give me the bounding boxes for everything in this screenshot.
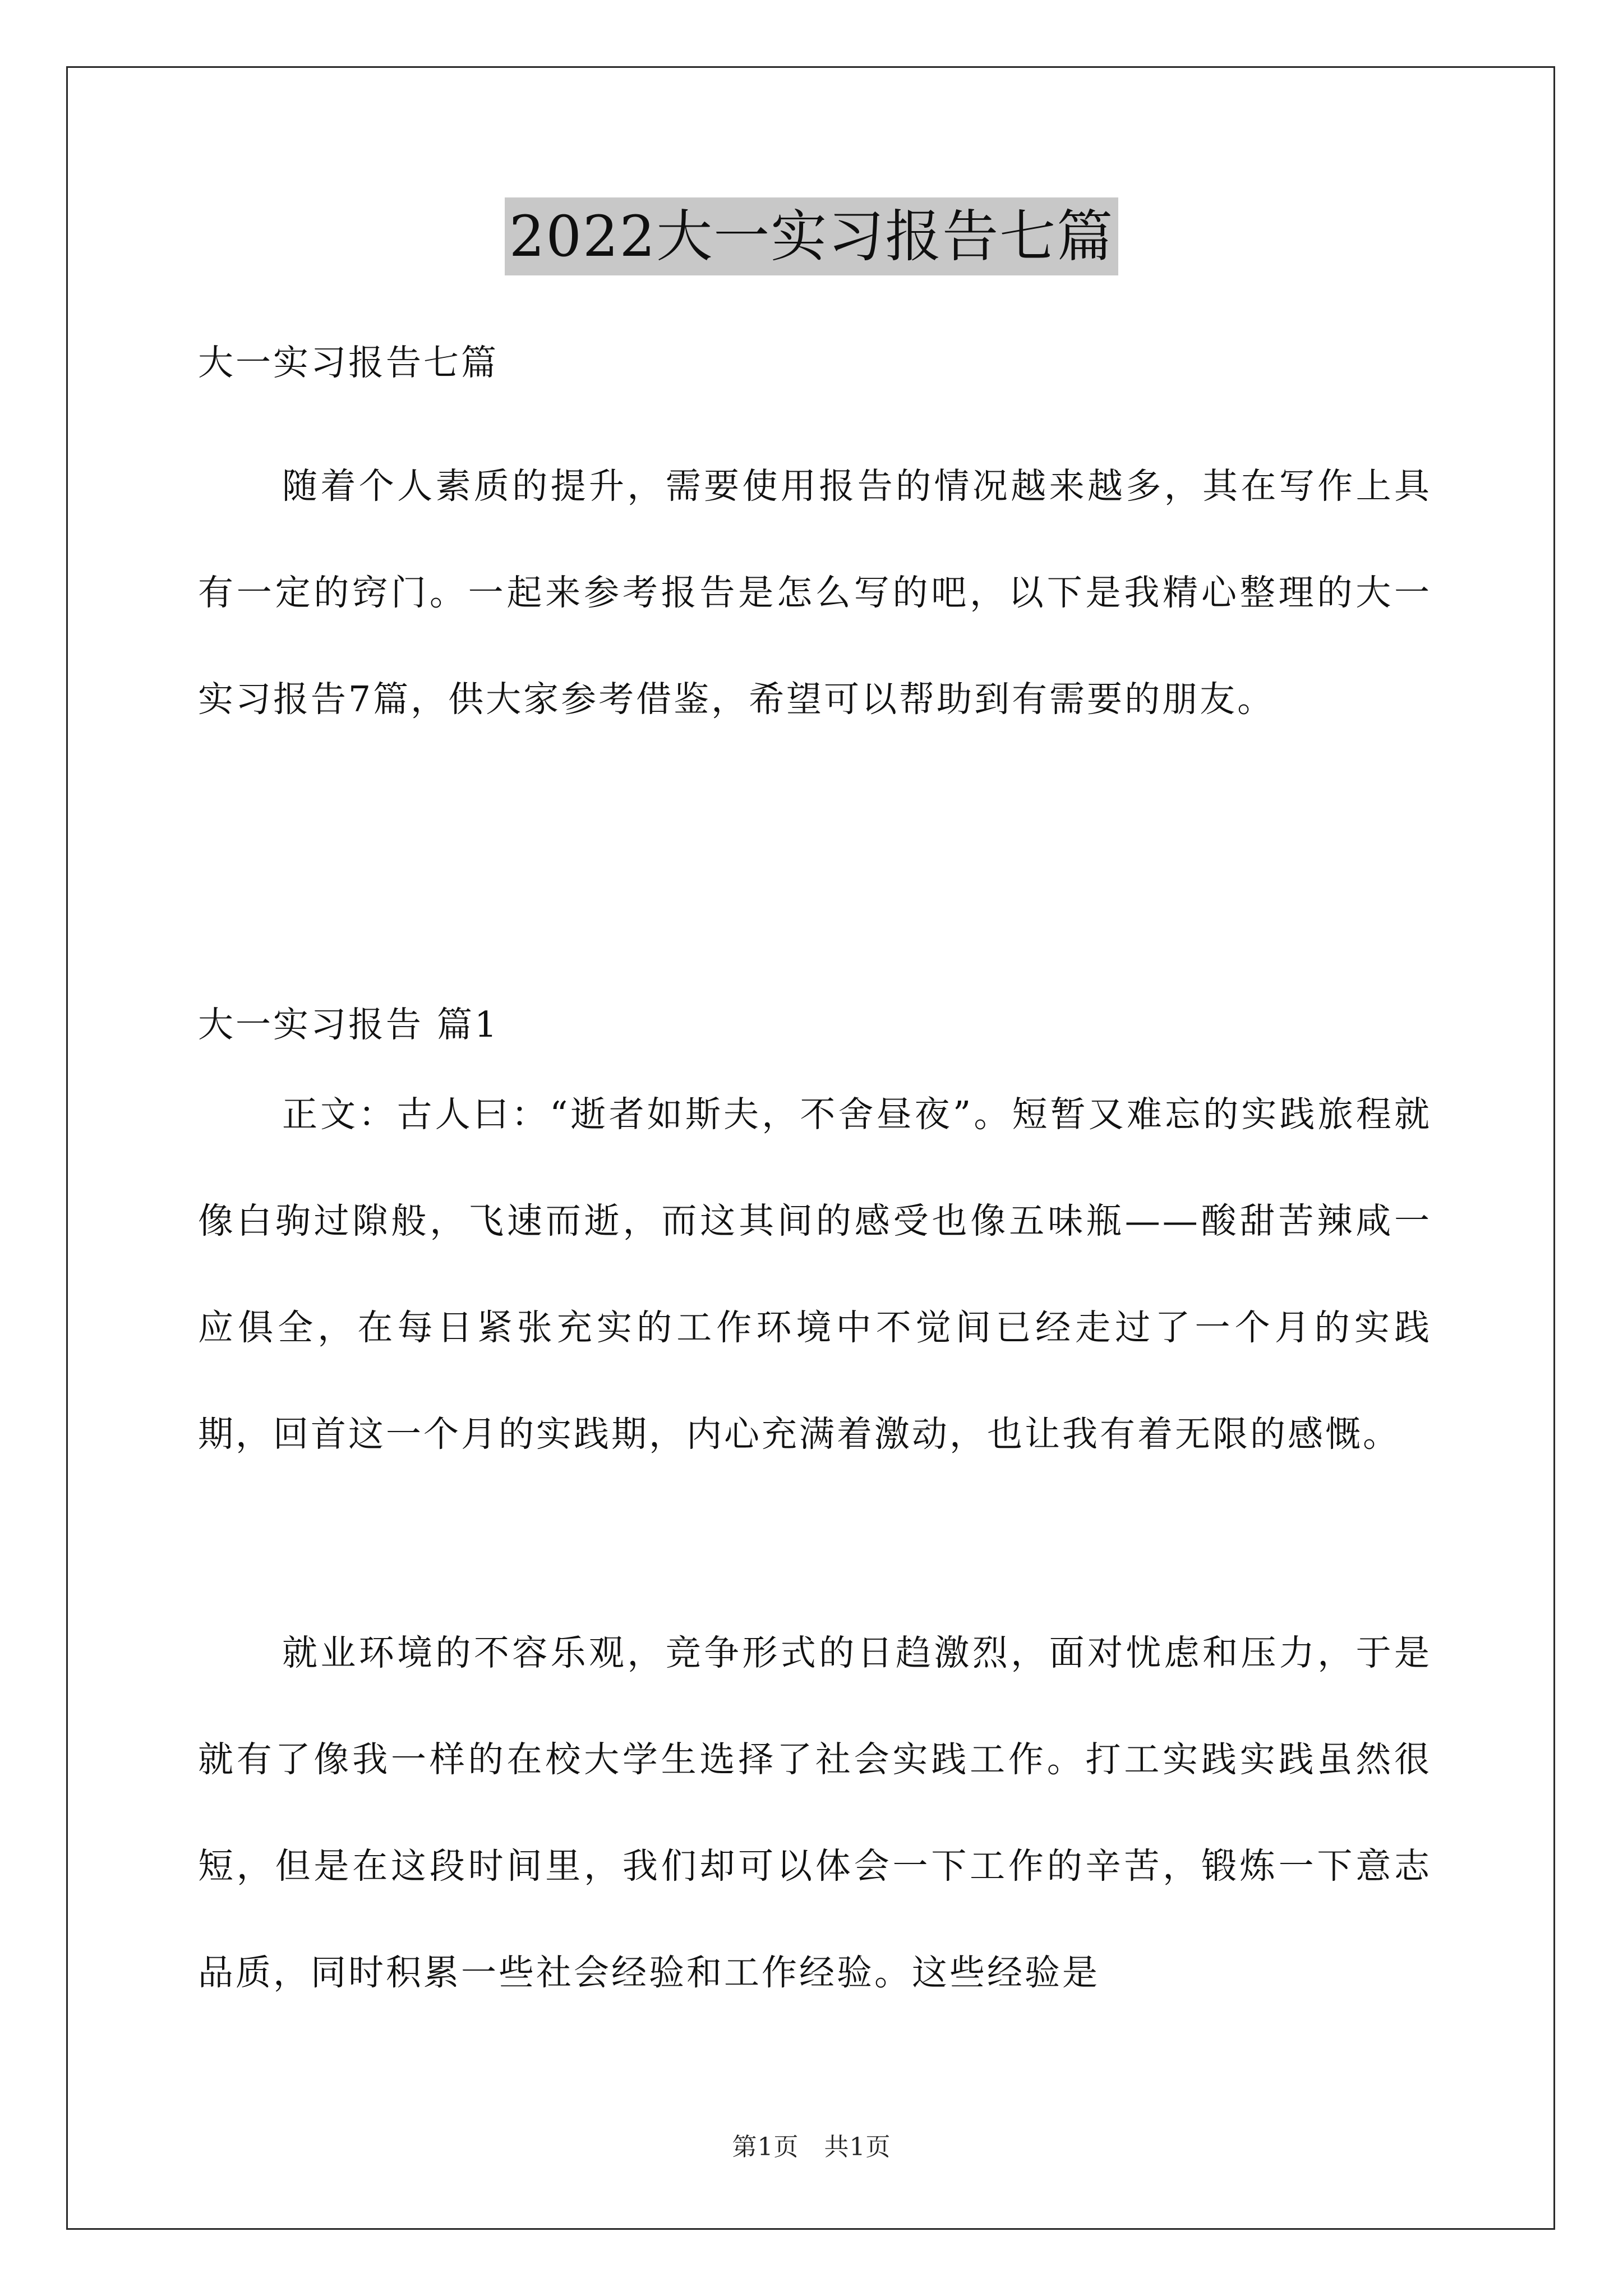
document-subtitle: 大一实习报告七篇 [198,342,499,383]
document-title: 2022大一实习报告七篇 [505,197,1119,275]
page-number-label: 第1页 共1页 [732,2133,891,2161]
intro-paragraph: 随着个人素质的提升，需要使用报告的情况越来越多，其在写作上具有一定的窍门。一起来参考报告是怎么写的吧，以下是我精心整理的大一实习报告7篇，供大家参考借鉴，希望可以帮助到有需要的朋友。 [198,466,1432,720]
title-container [0,197,1623,275]
page-footer [0,2131,1623,2164]
section-heading: 大一实习报告 篇1 [198,1004,500,1045]
body-paragraph: 就业环境的不容乐观，竞争形式的日趋激烈，面对忧虑和压力，于是就有了像我一样的在校大学生选择了社会实践工作。打工实践实践虽然很短，但是在这段时间里，我们却可以体会一下工作的辛苦，锻炼一下意志品质，同时积累一些社会经验和工作经验。这些经验是 [198,1632,1432,1993]
body-paragraph: 正文：古人曰：“逝者如斯夫，不舍昼夜”。短暂又难忘的实践旅程就像白驹过隙般，飞速而逝，而这其间的感受也像五味瓶——酸甜苦辣咸一应俱全，在每日紧张充实的工作环境中不觉间已经走过了一个月的实践期，回首这一个月的实践期，内心充满着激动，也让我有着无限的感慨。 [198,1094,1432,1455]
